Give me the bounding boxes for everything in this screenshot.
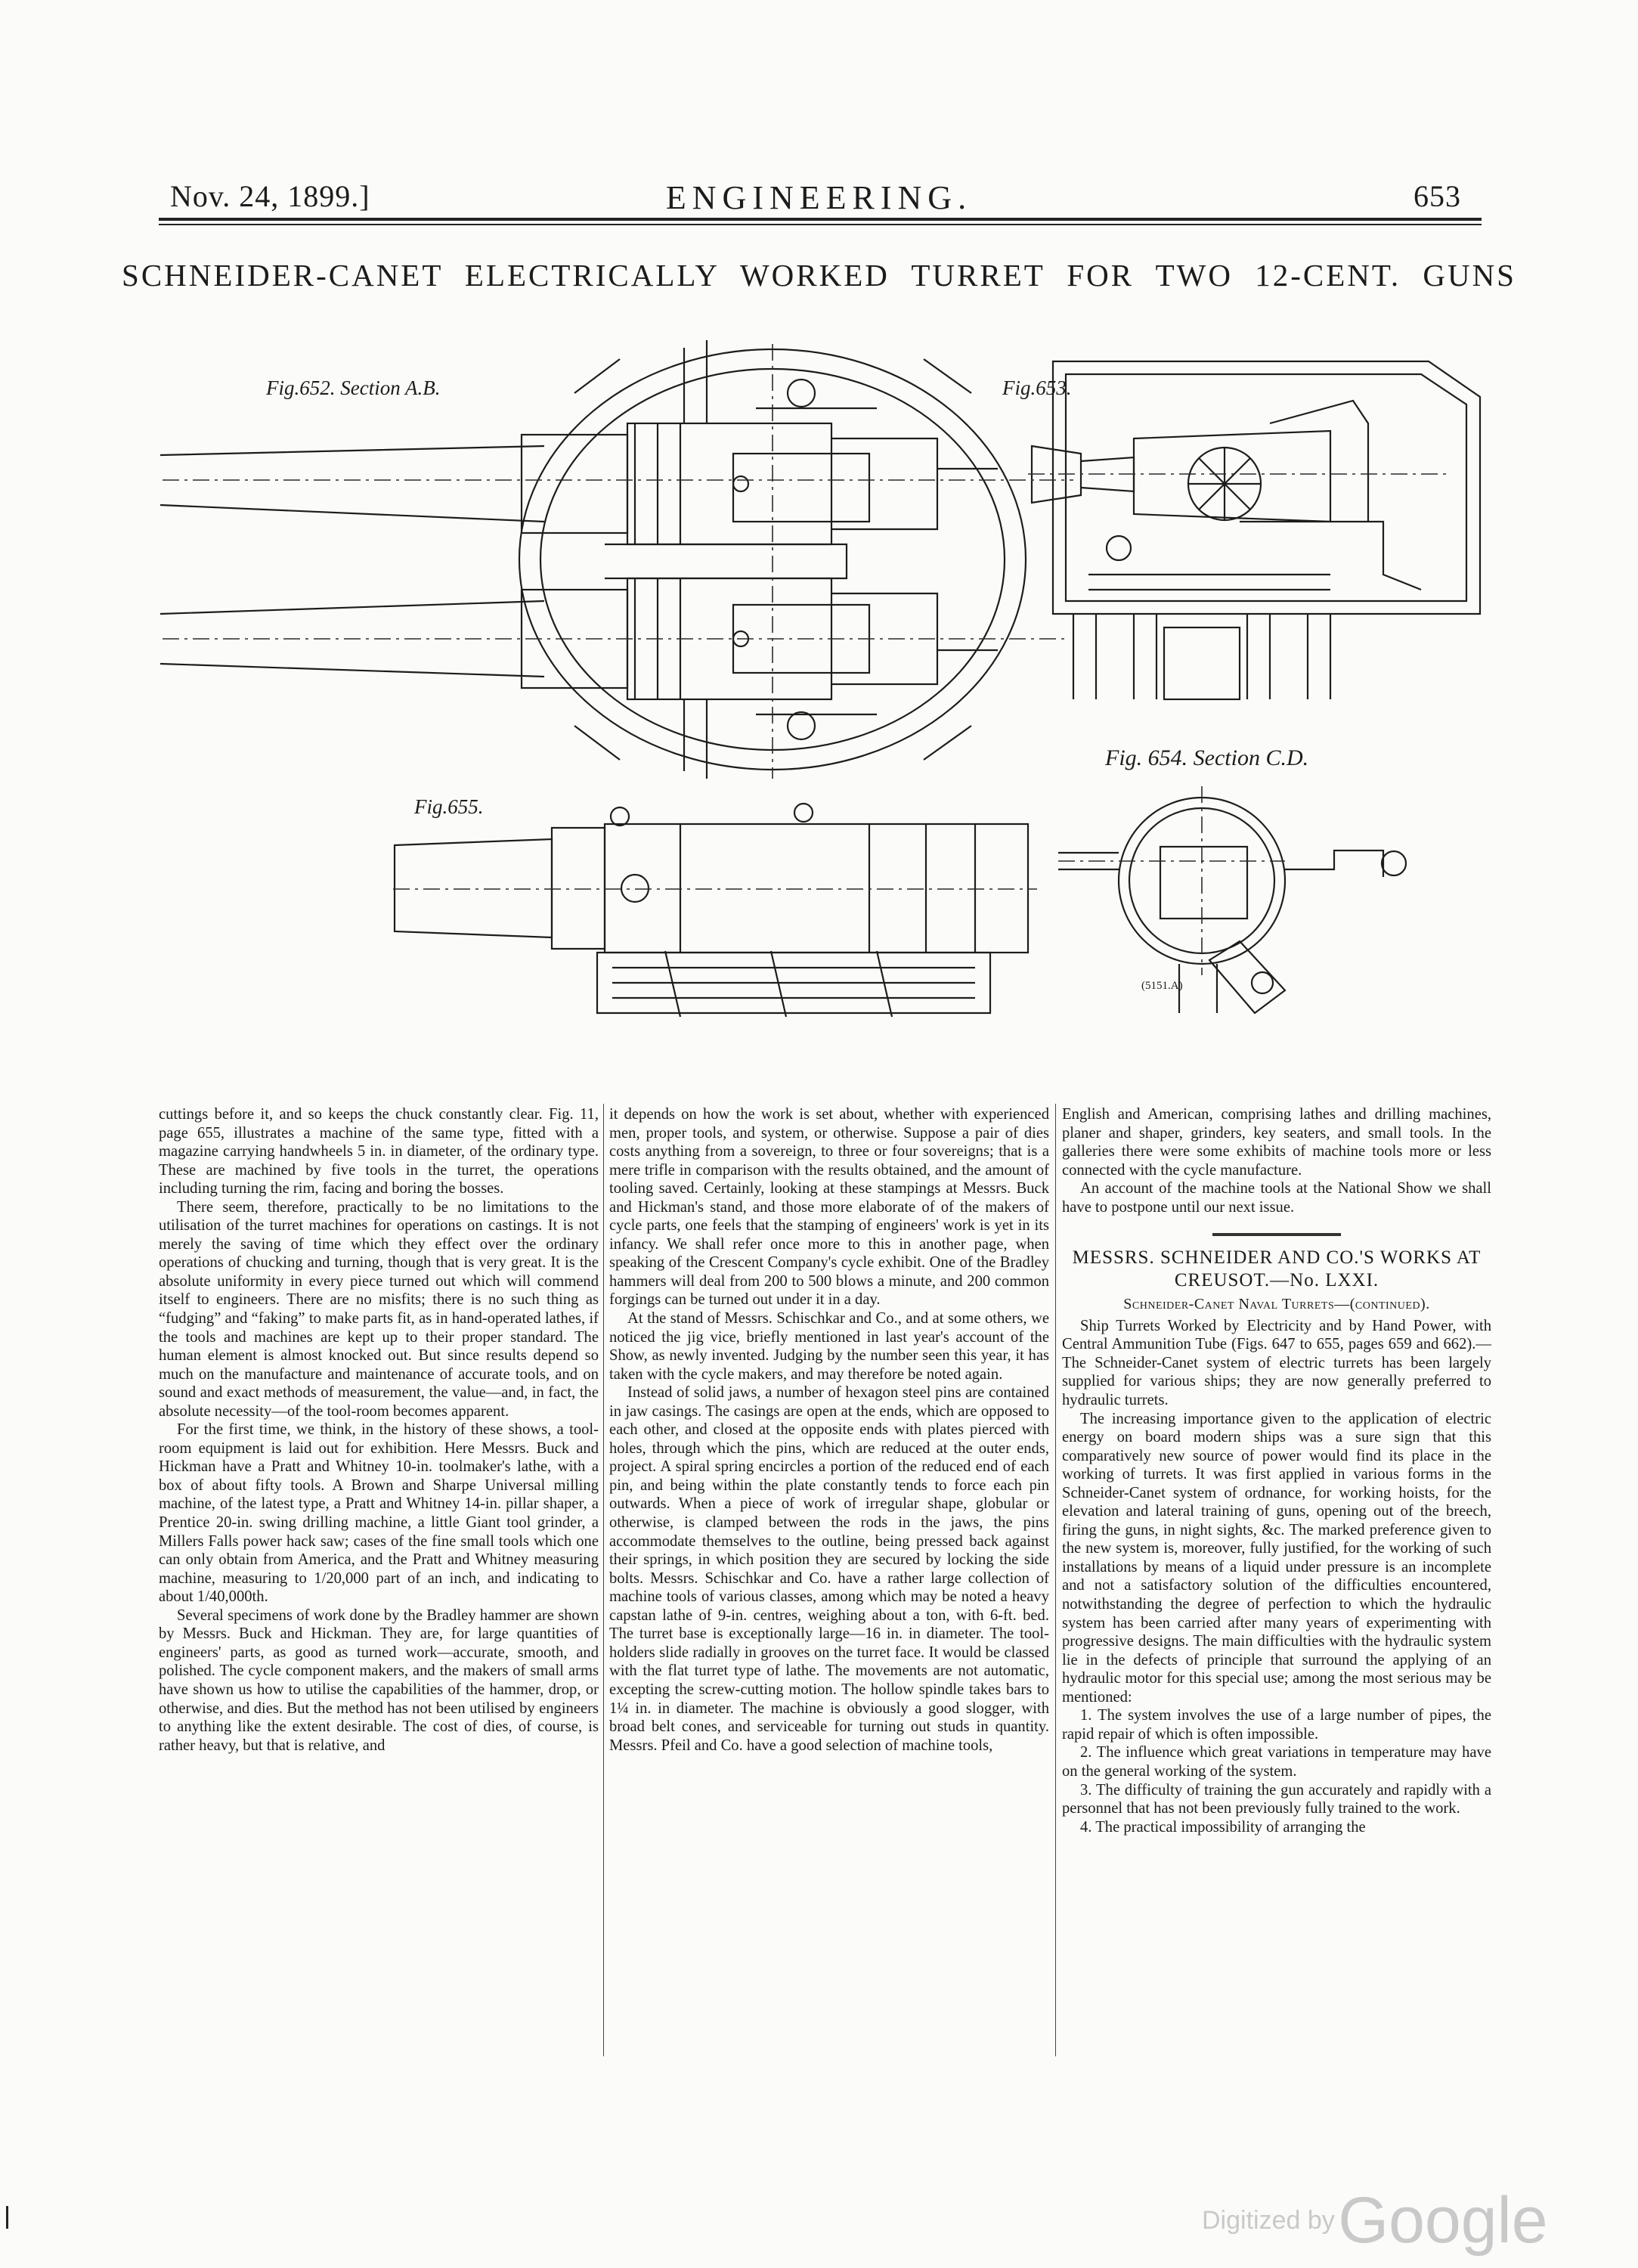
paragraph: 2. The influence which great variations in temperature may have on the general working of the system. <box>1062 1744 1491 1780</box>
fig654-caption: Fig. 654. Section C.D. <box>1105 745 1309 770</box>
paragraph: 4. The practical impossibility of arranging the <box>1080 1818 1366 1836</box>
paragraph: English and American, comprising lathes and drilling machines, planer and shaper, grinders, key seaters, and small tools. In the galleries there were some exhibits of machine tools more or less connected with the cycle manufacture. <box>1062 1106 1491 1179</box>
turret-drawings <box>0 0 1638 1096</box>
section-divider <box>1212 1233 1341 1236</box>
paragraph: cuttings before it, and so keeps the chuck constantly clear. Fig. 11, page 655, illustrates a machine of the same type, fitted with a magazine carrying handwheels 5 in. in diameter, of the ordinary type. These are machined by five tools in the turret, the operations including turning the rim, facing and boring the bosses. <box>159 1106 599 1198</box>
paragraph: There seem, therefore, practically to be no limitations to the utilisation of the turret machines for operations on castings. It is not merely the saving of time which they effect over the ordinary operations of chucking and turning, though that is very great. It is the absolute uniformity in every piece turned out which will commend itself to engineers. There are no misfits; there is no such thing as “fudging” and “faking” to make parts fit, as in hand-operated lathes, if the tools and machines are kept up to their proper standard. The human element is almost knocked out. But since results depend so much on the manufacture and maintenance of accurate tools, and on sound and exact methods of measurement, the value—and, in fact, the absolute necessity—of the tool-room becomes apparent. <box>159 1198 599 1420</box>
column-rule <box>603 1104 604 2056</box>
margin-mark <box>6 2206 8 2229</box>
paragraph: Ship Turrets Worked by Electricity and by Hand Power, with Central Ammunition Tube (Figs. 647 to 655, pages 659 and 662).—The Schneider-Canet system of electric turrets has been largely supplied for various ships; they are now generally preferred to hydraulic turrets. <box>1062 1317 1491 1409</box>
paragraph: 1. The system involves the use of a large number of pipes, the rapid repair of which is often impossible. <box>1062 1707 1491 1743</box>
running-header-journal-title: ENGINEERING. <box>665 179 973 216</box>
watermark-brand: Google <box>1338 2184 1548 2257</box>
section-heading: MESSRS. SCHNEIDER AND CO.'S WORKS AT CREUSOT.—No. LXXI. <box>1072 1247 1482 1291</box>
running-header-date: Nov. 24, 1899.] <box>170 179 370 213</box>
paragraph: it depends on how the work is set about, whether with experienced men, proper tools, and system, or otherwise. Suppose a pair of dies costs anything from a sovereign, to three or four sovereigns; that is a mere trifle in comparison with the results obtained, and the amount of tooling saved. Certainly, looking at these stampings at Messrs. Buck and Hickman's stand, and those more elaborate of of the makers of cycle parts, one feels that the stamping of engineers' work is yet in its infancy. We shall refer once more to this in another page, when speaking of the Crescent Company's cycle exhibit. One of the Bradley hammers will deal from 200 to 500 blows a minute, and 200 common forgings can be turned out under it in a day. <box>609 1106 1049 1309</box>
fig653-caption: Fig.653. <box>1002 376 1072 399</box>
paragraph: The increasing importance given to the application of electric energy on board modern ships was a sure sign that this comparatively new source of power would find its place in the working of turrets. It was first applied in various forms in the Schneider-Canet system of ordnance, for working hoists, for the elevation and lateral training of guns, opening out of the breech, firing the guns, in night sights, &c. The marked preference given to the new system is, moreover, fully justified, for the working of such installations by means of a liquid under pressure is an incomplete and not a satisfactory solution of the difficulties encountered, notwithstanding the degree of perfection to which the hydraulic system has been carried after many years of experimenting with progressive designs. The main difficulties with the hydraulic system lie in the defects of principle that surround the applying of an hydraulic motor for this special use; among the most serious may be mentioned: <box>1062 1410 1491 1706</box>
paragraph: At the stand of Messrs. Schischkar and Co., and at some others, we noticed the jig vice, briefly mentioned in last year's account of the Show, as newly invented. Judging by the number seen this year, it has taken with the cycle makers, and may therefore be noted again. <box>609 1310 1049 1383</box>
paragraph: An account of the machine tools at the National Show we shall have to postpone until our next issue. <box>1062 1180 1491 1216</box>
fig654-cross-section <box>1058 798 1406 1013</box>
figure-title: SCHNEIDER-CANET ELECTRICALLY WORKED TURRET FOR TWO 12-CENT. GUNS <box>122 258 1516 293</box>
section-subheading: Schneider-Canet Naval Turrets—(continued). <box>1123 1296 1430 1313</box>
paragraph: 3. The difficulty of training the gun accurately and rapidly with a personnel that has not been previously fully trained to the work. <box>1062 1781 1491 1817</box>
paragraph: Several specimens of work done by the Bradley hammer are shown by Messrs. Buck and Hickman. They are, for large quantities of engineers' parts, as good as turned work—accurate, smooth, and polished. The cycle component makers, and the makers of small arms have shown us how to utilise the capabilities of the hammer, drop, or otherwise, and dies. But the method has not been utilised by engineers to anything like the extent desirable. The cost of dies, of course, is rather heavy, but that is relative, and <box>159 1606 599 1754</box>
paragraph: For the first time, we think, in the history of these shows, a tool-room equipment is laid out for exhibition. Here Messrs. Buck and Hickman have a Pratt and Whitney 10-in. toolmaker's lathe, with a box of about fifty tools. A Brown and Sharpe Universal milling machine, of the latest type, a Pratt and Whitney 14-in. pillar shaper, a Prentice 20-in. swing drilling machine, a little Giant tool grinder, a Millers Falls power hack saw; cases of the fine small tools which one can only obtain from America, and the Pratt and Whitney measuring machine, measuring to 1/20,000 part of an inch, and indicating to about 1/40,000th. <box>159 1421 599 1606</box>
watermark-prefix: Digitized by <box>1202 2206 1335 2235</box>
text-column-3 <box>1062 1105 1491 1836</box>
fig652-turret-plan <box>160 340 1026 779</box>
digitized-watermark <box>1202 2183 1548 2258</box>
paragraph: Instead of solid jaws, a number of hexagon steel pins are contained in jaw casings. The casings are open at the ends, which are opposed to each other, and closed at the opposite ends with plates pierced with holes, through which the pins, which are reduced at the outer ends, project. A spiral spring encircles a portion of the reduced end of each pin, and being within the plate constantly tends to force each pin outwards. When a piece of work of irregular shape, globular or otherwise, is clamped between the rods in the jaws, the pins accommodate themselves to the outline, being pressed back against their springs, in which position they are secured by locking the side bolts. Messrs. Schischkar and Co. have a rather large collection of machine tools of various classes, among which may be noted a heavy capstan lathe of 9-in. centres, weighing about a ton, with 6-ft. bed. The turret base is exceptionally large—16 in. in diameter. The tool-holders slide radially in grooves on the turret face. It would be classed with the flat turret type of lathe. The movements are not automatic, excepting the screw-cutting motion. The hollow spindle takes bars to 1¼ in. in diameter. The machine is obviously a good slogger, with broad belt cones, and serviceable for turning out studs in quantity. Messrs. Pfeil and Co. have a good selection of machine tools, <box>609 1384 1049 1754</box>
engraver-mark: (5151.A) <box>1141 980 1183 992</box>
fig652-caption: Fig.652. Section A.B. <box>266 376 441 399</box>
page-number: 653 <box>1414 179 1461 213</box>
fig655-gun-elevation <box>395 804 1028 1017</box>
fig655-caption: Fig.655. <box>414 795 484 818</box>
fig653-side-section <box>1032 361 1480 699</box>
text-column-2 <box>609 1105 1049 1755</box>
text-column-1 <box>159 1105 599 1755</box>
column-rule <box>1055 1104 1056 2056</box>
